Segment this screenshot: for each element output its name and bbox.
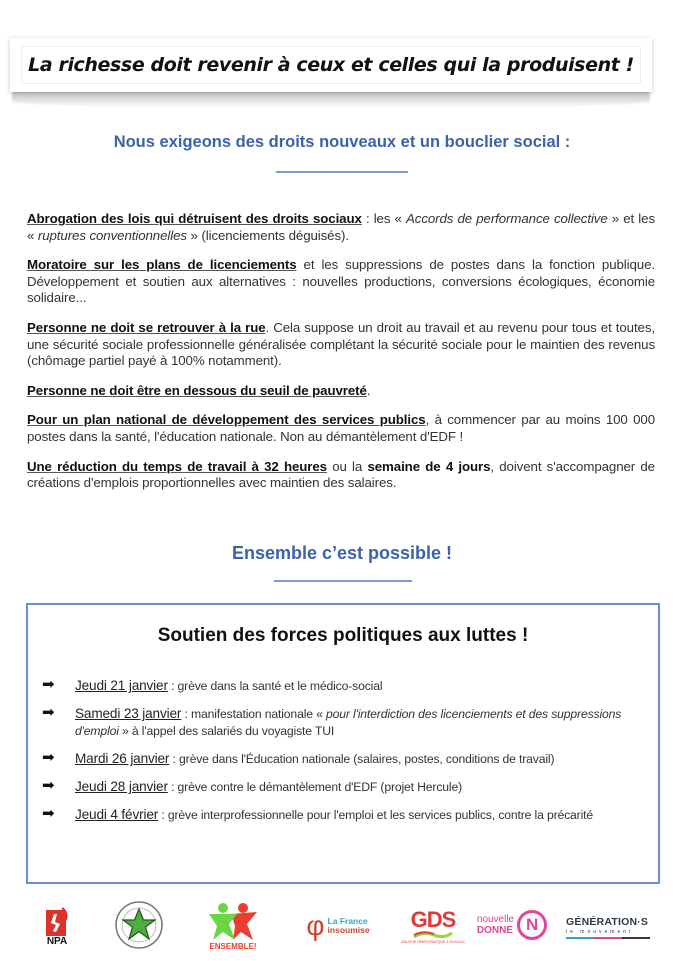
event-date: Jeudi 4 février (75, 807, 159, 822)
green-star-icon (114, 900, 164, 950)
arrow-right-icon: ➡ (42, 805, 55, 822)
event-description: grève contre le démantèlement d'EDF (projet Hercule) (177, 780, 462, 794)
heading-underline (274, 580, 412, 582)
ensemble-logo (204, 898, 262, 954)
event-item: ➡ Jeudi 4 février : grève interprofessionnelle pour l'emploi et les services publics, contre la précarité (42, 805, 594, 822)
event-description: grève interprofessionnelle pour l'emploi et les services publics, contre la précarité (167, 808, 594, 822)
nd-label-line1: nouvelle (476, 914, 515, 925)
nouvelle-donne-logo (472, 907, 552, 943)
npa-emblem-icon (44, 906, 70, 936)
event-item: ➡ Mardi 26 janvier : grève dans l'Éducation nationale (salaires, postes, conditions de travail) (42, 749, 555, 766)
claim-item: Moratoire sur les plans de licenciements et les suppressions de postes dans la fonction publique. Développement et soutien aux alternatives : nouvelles productions, conversions écologiques, économie solidaire... (27, 257, 655, 306)
gds-sublabel: GAUCHE DÉMOCRATIQUE & SOCIALE (401, 940, 465, 944)
event-description: grève dans la santé et le médico-social (177, 679, 383, 693)
claims-list (27, 211, 655, 505)
claim-lead: Moratoire sur les plans de licenciements (27, 257, 297, 273)
heading-underline (276, 171, 408, 173)
banner-card (10, 38, 652, 92)
gds-logo (393, 901, 473, 953)
nd-mark-icon: N (517, 910, 547, 940)
claim-item: Abrogation des lois qui détruisent des droits sociaux : les « Accords de performance collective » et les « ruptures conventionnelles » (licenciements déguisés). (27, 211, 655, 243)
event-item: ➡ Samedi 23 janvier : manifestation nationale « pour l'interdiction des licenciements et des suppressions d'emploi » à l'appel des salariés du voyagiste TUI (42, 704, 622, 738)
event-item: ➡ Jeudi 21 janvier : grève dans la santé et le médico-social (42, 676, 383, 693)
section-heading-together: Ensemble c’est possible ! (231, 543, 453, 563)
claim-lead: Abrogation des lois qui détruisent des droits sociaux (27, 211, 362, 226)
event-date: Mardi 26 janvier (75, 751, 170, 766)
phi-icon: φ (306, 910, 325, 941)
lfi-label-line1: La France (327, 916, 368, 926)
title-banner (10, 38, 652, 110)
gds-wave-icon (412, 931, 454, 939)
banner-title: La richesse doit revenir à ceux et celles qui la produisent ! (28, 54, 634, 76)
arrow-right-icon: ➡ (42, 749, 55, 766)
support-box (26, 603, 660, 884)
claim-item: Une réduction du temps de travail à 32 heures ou la semaine de 4 jours, doivent s'accompagner de créations d'emplois proportionnelles avec maintien des salaires. (27, 458, 655, 491)
npa-label: NPA (46, 935, 68, 947)
arrow-right-icon: ➡ (42, 704, 55, 721)
claim-item: Personne ne doit se retrouver à la rue. Cela suppose un droit au travail et au revenu pour tous et toutes, une sécurité sociale professionnelle généralisée complétant la sécurité sociale pour le maintien des revenus (chômage partiel payé à 100% notamment). (27, 319, 655, 369)
claim-lead: Pour un plan national de développement des services publics (27, 412, 426, 428)
generations-sublabel: le mouvement (566, 928, 634, 935)
claim-item: Pour un plan national de développement des services publics, à commencer par au moins 100 000 postes dans la santé, l'éducation nationale. Non au démantèlement d'EDF ! (27, 412, 655, 444)
ensemble-label: ENSEMBLE! (209, 941, 257, 951)
events-list (42, 677, 652, 834)
event-description: manifestation nationale « (190, 707, 326, 721)
claim-item: Personne ne doit être en dessous du seuil de pauvreté. (27, 382, 371, 398)
support-box-title: Soutien des forces politiques aux luttes ! (157, 625, 529, 646)
generations-logo (566, 909, 660, 945)
generations-label: GÉNÉRATION·S (566, 915, 649, 928)
event-date: Jeudi 28 janvier (75, 779, 168, 794)
party-logos-row (0, 895, 684, 955)
arrow-right-icon: ➡ (42, 777, 55, 794)
claim-lead: Une réduction du temps de travail à 32 heures (27, 458, 327, 474)
banner-inner-frame (21, 46, 641, 84)
event-date: Samedi 23 janvier (75, 706, 182, 721)
nd-label-line2: DONNE (476, 925, 513, 936)
claim-lead: Personne ne doit être en dessous du seuil de pauvreté (27, 382, 367, 398)
section-heading-demands: Nous exigeons des droits nouveaux et un bouclier social : (113, 133, 571, 151)
lfi-label-line2: insoumise (327, 925, 370, 935)
arrow-right-icon: ➡ (42, 676, 55, 693)
claim-lead: Personne ne doit se retrouver à la rue (27, 319, 266, 335)
seal-star-logo (113, 899, 165, 951)
gds-label: GDS (410, 907, 456, 932)
event-date: Jeudi 21 janvier (75, 678, 168, 693)
event-description: grève dans l'Éducation nationale (salaires, postes, conditions de travail) (179, 752, 555, 766)
ensemble-figures-icon (207, 902, 259, 942)
lfi-logo (302, 909, 374, 943)
npa-logo (42, 901, 72, 951)
event-item: ➡ Jeudi 28 janvier : grève contre le démantèlement d'EDF (projet Hercule) (42, 777, 462, 794)
generations-color-bar (566, 937, 650, 939)
